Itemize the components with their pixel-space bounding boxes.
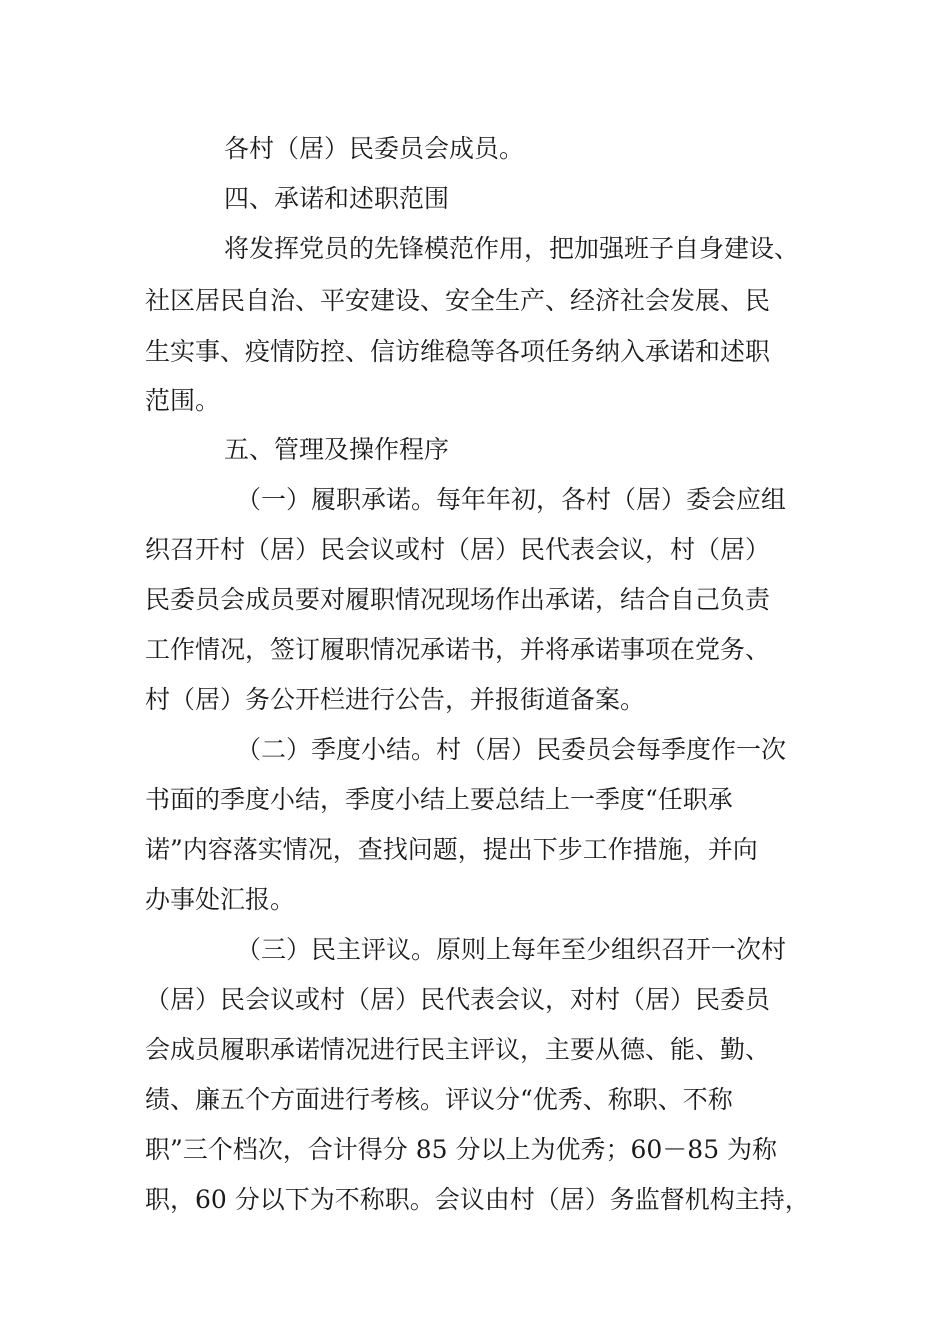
- text-line: （二）季度小结。村（居）民委员会每季度作一次: [236, 735, 787, 764]
- text-line: 书面的季度小结，季度小结上要总结上一季度“任职承: [145, 785, 733, 814]
- text-line: 生实事、疫情防控、信访维稳等各项任务纳入承诺和述职: [145, 337, 771, 366]
- section-heading: 四、承诺和述职范围: [224, 184, 450, 213]
- text-line: 办事处汇报。: [145, 885, 296, 914]
- text-line: （三）民主评议。原则上每年至少组织召开一次村: [236, 935, 787, 964]
- text-line: （居）民会议或村（居）民代表会议，对村（居）民委员: [145, 985, 771, 1014]
- text-line: 民委员会成员要对履职情况现场作出承诺，结合自己负责: [145, 585, 771, 614]
- text-line: 诺”内容落实情况，查找问题，提出下步工作措施，并向: [145, 835, 758, 864]
- text-line: 各村（居）民委员会成员。: [224, 134, 525, 163]
- text-line: （一）履职承诺。每年年初，各村（居）委会应组: [236, 485, 787, 514]
- text-line: 绩、廉五个方面进行考核。评议分“优秀、称职、不称: [145, 1085, 733, 1114]
- text-line: 村（居）务公开栏进行公告，并报街道备案。: [145, 685, 646, 714]
- text-line: 会成员履职承诺情况进行民主评议，主要从德、能、勤、: [145, 1035, 771, 1064]
- text-line: 范围。: [145, 386, 221, 415]
- text-line: 职，60 分以下为不称职。会议由村（居）务监督机构主持，: [145, 1185, 810, 1214]
- section-heading: 五、管理及操作程序: [224, 435, 450, 464]
- text-line: 职”三个档次，合计得分 85 分以上为优秀；60－85 为称: [145, 1135, 778, 1164]
- text-line: 将发挥党员的先锋模范作用，把加强班子自身建设、: [224, 234, 800, 263]
- text-line: 工作情况，签订履职情况承诺书，并将承诺事项在党务、: [145, 635, 771, 664]
- text-line: 社区居民自治、平安建设、安全生产、经济社会发展、民: [145, 286, 771, 315]
- text-line: 织召开村（居）民会议或村（居）民代表会议，村（居）: [145, 535, 771, 564]
